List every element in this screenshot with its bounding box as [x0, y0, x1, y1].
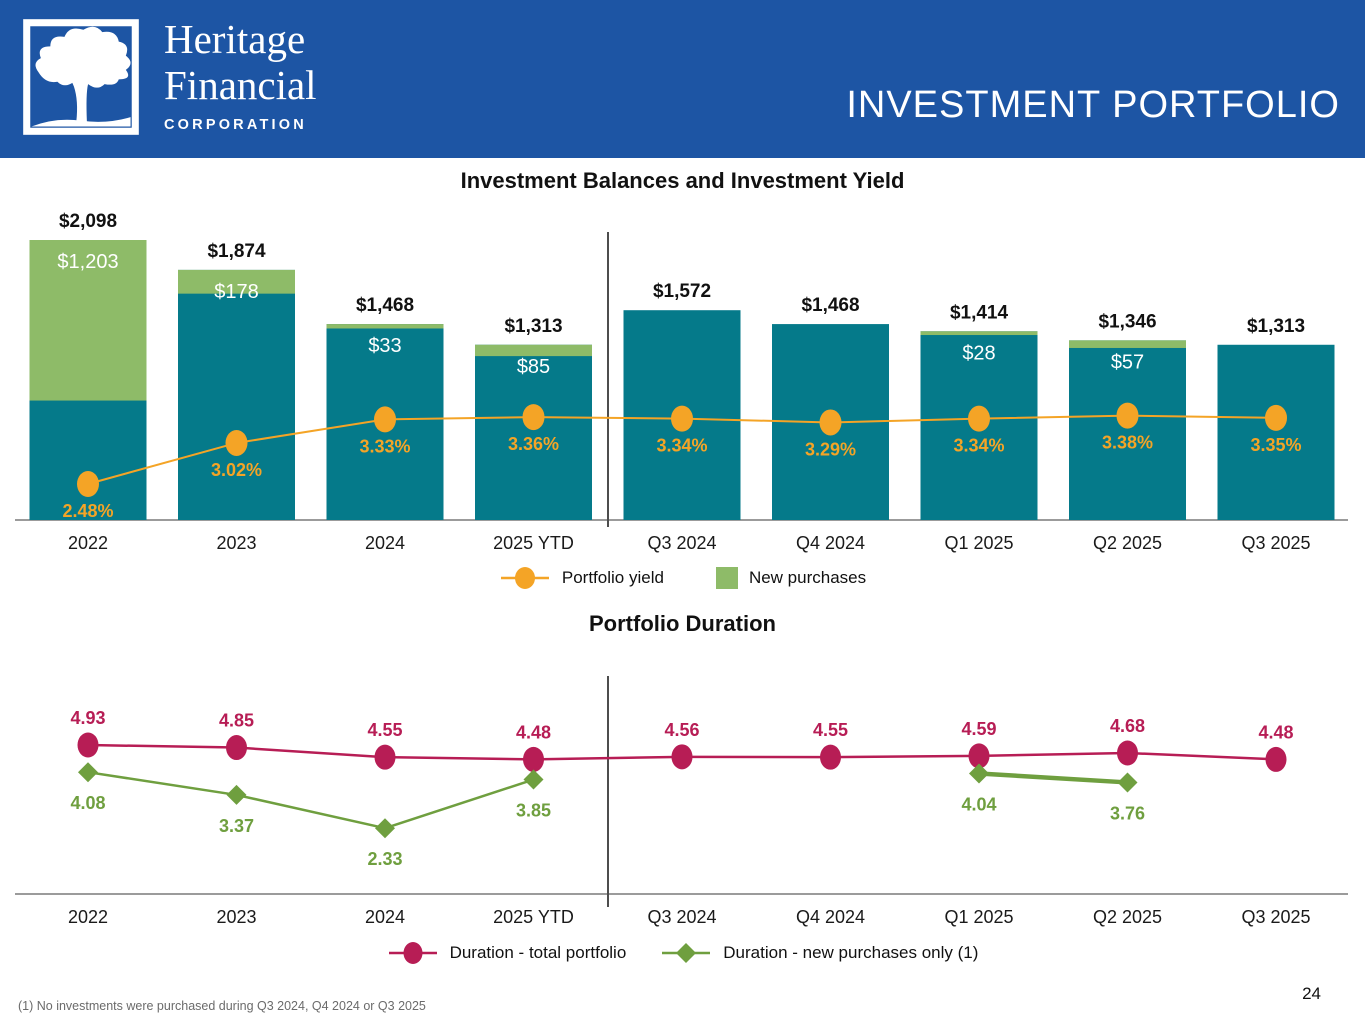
- bottom-chart-title: Portfolio Duration: [589, 611, 776, 636]
- brand-line1: Heritage: [164, 16, 306, 62]
- svg-text:2024: 2024: [364, 907, 406, 927]
- svg-text:$57: $57: [1110, 351, 1145, 374]
- svg-text:Q2 2025: Q2 2025: [1092, 907, 1163, 927]
- header: [0, 0, 1365, 158]
- svg-text:3.29%: 3.29%: [804, 439, 857, 460]
- investment-balances-chart: [0, 200, 1365, 560]
- legend-item-portfolio-yield: [499, 566, 664, 590]
- legend-label-duration-total: Duration - total portfolio: [449, 943, 627, 962]
- svg-text:4.93: 4.93: [70, 708, 106, 728]
- svg-text:4.85: 4.85: [218, 710, 255, 731]
- svg-text:$1,313: $1,313: [504, 315, 563, 337]
- brand-name: [164, 16, 317, 133]
- svg-text:Q3 2025: Q3 2025: [1241, 907, 1311, 927]
- svg-text:4.04: 4.04: [961, 794, 997, 815]
- svg-text:$1,203: $1,203: [57, 251, 119, 273]
- legend-label-portfolio-yield: Portfolio yield: [561, 568, 664, 587]
- svg-text:2.48%: 2.48%: [62, 501, 114, 521]
- legend-label-new-purchases: New purchases: [748, 568, 867, 587]
- svg-text:3.36%: 3.36%: [507, 434, 560, 455]
- svg-text:$1,468: $1,468: [355, 295, 415, 317]
- svg-text:2022: 2022: [67, 533, 109, 553]
- svg-text:$2,098: $2,098: [58, 211, 118, 232]
- svg-text:3.33%: 3.33%: [359, 436, 411, 457]
- new-purchases-swatch-icon: [716, 567, 738, 589]
- svg-text:$28: $28: [962, 342, 996, 365]
- svg-text:3.02%: 3.02%: [210, 459, 263, 480]
- page-title: INVESTMENT PORTFOLIO: [846, 84, 1340, 126]
- svg-text:$33: $33: [368, 335, 402, 358]
- svg-text:2.33: 2.33: [367, 849, 403, 870]
- duration-new-marker-icon: [660, 941, 712, 965]
- svg-text:4.48: 4.48: [1258, 722, 1294, 743]
- company-logo: [22, 16, 140, 138]
- svg-text:4.48: 4.48: [515, 722, 552, 743]
- svg-text:Q4 2024: Q4 2024: [795, 907, 866, 927]
- svg-text:3.34%: 3.34%: [953, 435, 1005, 456]
- svg-text:4.55: 4.55: [812, 720, 849, 741]
- legend-label-duration-new: Duration - new purchases only (1): [723, 943, 979, 962]
- svg-text:4.59: 4.59: [961, 718, 997, 739]
- svg-text:$85: $85: [516, 355, 551, 378]
- svg-text:2023: 2023: [216, 907, 257, 927]
- portfolio-yield-marker-icon: [499, 566, 551, 590]
- svg-text:$1,346: $1,346: [1098, 311, 1157, 333]
- svg-text:Q3 2024: Q3 2024: [647, 533, 717, 553]
- svg-text:2025 YTD: 2025 YTD: [493, 907, 574, 927]
- legend-item-new-purchases: [716, 567, 866, 589]
- svg-text:Q4 2024: Q4 2024: [795, 533, 866, 553]
- svg-text:3.85: 3.85: [515, 800, 552, 821]
- bottom-chart-legend: [0, 941, 1365, 965]
- duration-total-marker-icon: [387, 941, 439, 965]
- brand-line2: Financial: [164, 62, 317, 108]
- svg-text:4.55: 4.55: [367, 720, 403, 741]
- tree-icon: [22, 16, 140, 138]
- brand-line3: CORPORATION: [164, 117, 307, 133]
- svg-text:2024: 2024: [364, 533, 406, 553]
- page-number: 24: [1302, 984, 1321, 1003]
- portfolio-duration-chart: [0, 660, 1365, 930]
- top-chart-legend: [0, 566, 1365, 590]
- svg-text:3.38%: 3.38%: [1101, 432, 1154, 453]
- legend-item-duration-total: [387, 941, 627, 965]
- svg-text:Q1 2025: Q1 2025: [944, 533, 1014, 553]
- svg-text:4.56: 4.56: [664, 719, 700, 740]
- svg-text:Q3 2025: Q3 2025: [1241, 533, 1311, 553]
- svg-text:3.34%: 3.34%: [656, 435, 708, 456]
- svg-text:$1,468: $1,468: [801, 295, 860, 317]
- svg-text:2025 YTD: 2025 YTD: [493, 533, 574, 553]
- svg-text:$1,414: $1,414: [949, 302, 1009, 324]
- svg-text:4.68: 4.68: [1109, 716, 1146, 736]
- svg-text:$1,572: $1,572: [652, 281, 712, 303]
- svg-text:2022: 2022: [67, 907, 109, 927]
- svg-text:3.35%: 3.35%: [1250, 434, 1302, 455]
- svg-text:Q3 2024: Q3 2024: [647, 907, 717, 927]
- svg-text:$1,313: $1,313: [1246, 315, 1306, 337]
- svg-text:$178: $178: [214, 280, 259, 303]
- svg-text:3.37: 3.37: [218, 815, 255, 836]
- svg-text:4.08: 4.08: [70, 793, 106, 814]
- svg-text:Q2 2025: Q2 2025: [1092, 533, 1163, 553]
- footnote: (1) No investments were purchased during Q3 2024, Q4 2024 or Q3 2025: [18, 999, 426, 1013]
- top-chart-title: Investment Balances and Investment Yield: [460, 168, 905, 193]
- svg-text:3.76: 3.76: [1109, 803, 1146, 824]
- legend-item-duration-new: [660, 941, 978, 965]
- svg-text:Q1 2025: Q1 2025: [944, 907, 1014, 927]
- svg-text:2023: 2023: [216, 533, 257, 553]
- svg-text:$1,874: $1,874: [207, 240, 266, 262]
